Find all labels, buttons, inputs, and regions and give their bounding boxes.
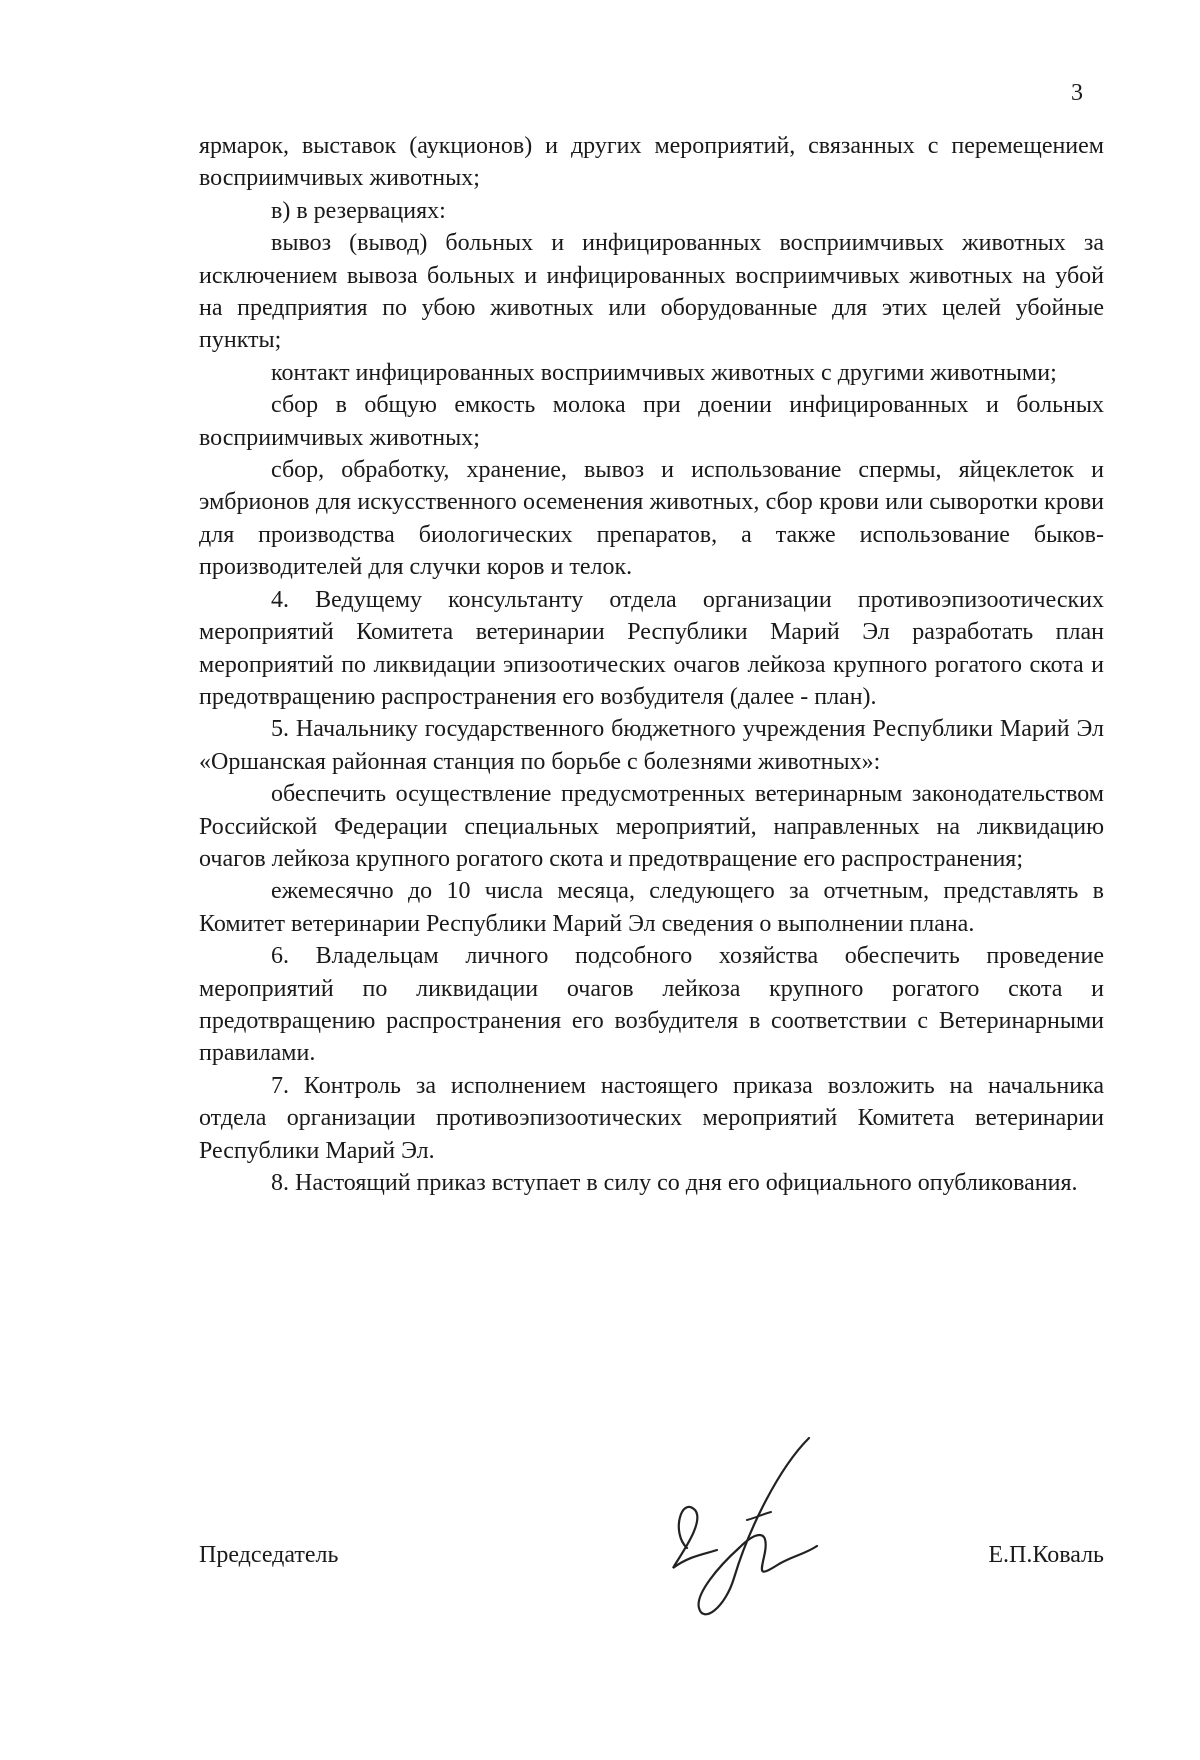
paragraph: 6. Владельцам личного подсобного хозяйства обеспечить проведение мероприятий по ликвидации очагов лейкоза крупного рогатого скота и предотвращению распространения его возбудителя в соответствии с Ветеринарными правилами.: [199, 943, 1104, 1067]
paragraph: в) в резервациях:: [271, 197, 446, 224]
paragraph: контакт инфицированных восприимчивых животных с другими животными;: [271, 359, 1057, 386]
paragraph: обеспечить осуществление предусмотренных ветеринарным законодательством Российской Федерации специальных мероприятий, направленных на ликвидацию очагов лейкоза крупного рогатого скота и предотвращение его распространения;: [199, 781, 1104, 872]
paragraph: сбор, обработку, хранение, вывоз и использование спермы, яйцеклеток и эмбрионов для искусственного осеменения животных, сбор крови или сыворотки крови для производства биологических препаратов, а также использование быков-производителей для случки коров и телок.: [199, 457, 1104, 581]
handwritten-signature: [659, 1428, 839, 1628]
signatory-name: Е.П.Коваль: [988, 1542, 1104, 1568]
paragraph: 5. Начальнику государственного бюджетного учреждения Республики Марий Эл «Оршанская районная станция по борьбе с болезнями животных»:: [199, 716, 1104, 775]
paragraph: сбор в общую емкость молока при доении инфицированных и больных восприимчивых животных;: [199, 392, 1104, 451]
paragraph: 4. Ведущему консультанту отдела организации противоэпизоотических мероприятий Комитета ветеринарии Республики Марий Эл разработать план мероприятий по ликвидации эпизоотических очагов лейкоза крупного рогатого скота и предотвращению распространения его возбудителя (далее - план).: [199, 586, 1104, 710]
signature-block: [199, 1500, 1104, 1760]
paragraph: 8. Настоящий приказ вступает в силу со дня его официального опубликования.: [271, 1170, 1078, 1196]
signatory-title: Председатель: [199, 1542, 339, 1568]
paragraph: ярмарок, выставок (аукционов) и других мероприятий, связанных с перемещением восприимчивых животных;: [199, 133, 1104, 192]
paragraph: 7. Контроль за исполнением настоящего приказа возложить на начальника отдела организации противоэпизоотических мероприятий Комитета ветеринарии Республики Марий Эл.: [199, 1072, 1104, 1164]
paragraph: вывоз (вывод) больных и инфицированных восприимчивых животных за исключением вывоза больных и инфицированных восприимчивых животных на убой на предприятия по убою животных или оборудованные для этих целей убойные пункты;: [199, 230, 1104, 354]
paragraph: ежемесячно до 10 числа месяца, следующего за отчетным, представлять в Комитет ветеринарии Республики Марий Эл сведения о выполнении плана.: [199, 878, 1104, 937]
page-number: 3: [1071, 80, 1083, 106]
document-body: [199, 130, 1104, 1199]
